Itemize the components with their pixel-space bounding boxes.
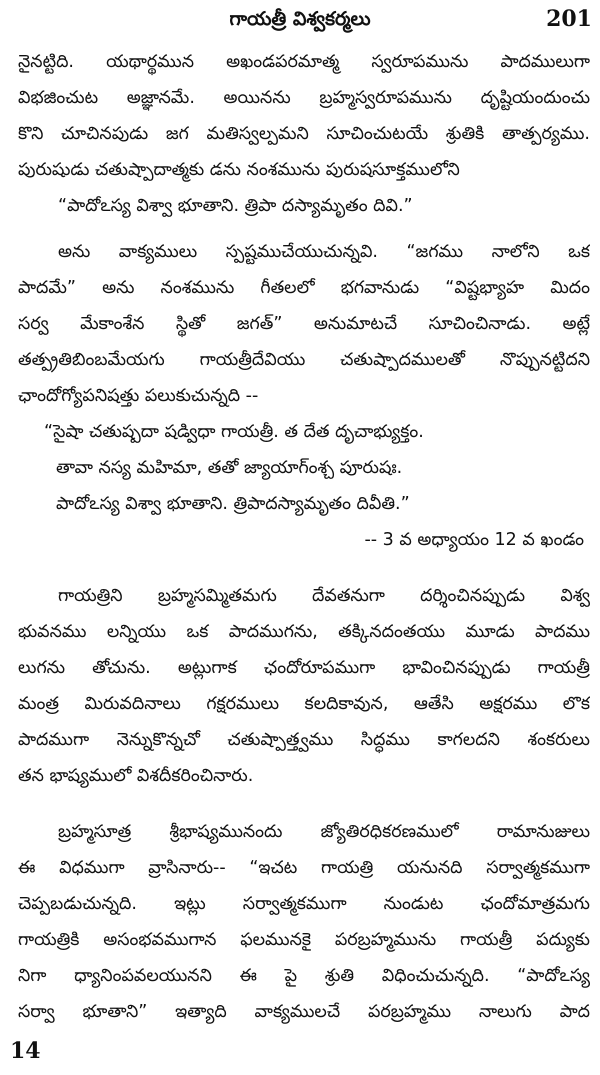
text-line: పాదమే” అను నంశమును గీతలలో భగవానుడు “విష్టభ్యాహ మిదం — [18, 278, 590, 298]
page-number: 201 — [546, 6, 592, 32]
text-line: పురుషుడు చతుష్పాదాత్మకు డను నంశమును పురుషసూక్తములోని — [18, 160, 460, 180]
verse-line: పాదోఽస్య విశ్వా భూతాని. త్రిపాదస్యామృతం దివీతి.” — [56, 494, 410, 514]
text-line: లుగను తోచును. అట్లుగాక ఛందోరూపముగా భావించినప్పుడు గాయత్రీ — [18, 658, 590, 678]
text-line: ఈ విధముగా వ్రాసినారు-- “ఇచట గాయత్రి యనునది సర్వాత్మకముగా — [18, 858, 590, 878]
verse-quotation — [18, 414, 590, 558]
text-line: చెప్పబడుచున్నది. ఇట్లు సర్వాత్మకముగా నుండుట ఛందోమాత్రమగు — [18, 894, 590, 914]
text-line: గాయత్రిని బ్రహ్మసమ్మితమగు దేవతనుగా దర్శించినప్పుడు విశ్వ — [58, 586, 590, 606]
text-line: విభజించుట అజ్ఞానమే. అయినను బ్రహ్మస్వరూపమును దృష్టియందుంచు — [18, 88, 590, 108]
text-line: అను వాక్యములు స్పష్టముచేయుచున్నవి. “జగము నాలోని ఒక — [58, 242, 590, 262]
source-reference: -- 3 వ అధ్యాయం 12 వ ఖండం — [364, 530, 584, 550]
body-text — [18, 44, 590, 1030]
text-line: నిగా ధ్యానింపవలయునని ఈ పై శ్రుతి విధించుచున్నది. “పాదోఽస్య — [18, 966, 590, 986]
paragraph — [18, 578, 590, 794]
text-line: తత్ప్రతిబింబమేయగు గాయత్రీదేవియు చతుష్పాదములతో నొప్పునట్టిదని — [18, 350, 590, 370]
verse-line: “సైషా చతుష్పదా షడ్విధా గాయత్రీ. త దేత దృచాభ్యుక్తం. — [44, 422, 424, 442]
text-line: పాదముగా నెన్నుకొన్నచో చతుష్పాత్త్వము సిద్ధము కాగలదని శంకరులు — [18, 730, 590, 750]
text-line: సర్వా భూతాని” ఇత్యాది వాక్యములచే పరబ్రహ్మము నాలుగు పాద — [18, 1002, 590, 1022]
paragraph — [18, 814, 590, 1030]
quotation — [18, 188, 590, 224]
text-line: మంత్ర మిరువదినాలు గక్షరములు కలదికావున, ఆతేసి అక్షరము లొక — [18, 694, 590, 714]
text-line: గాయత్రికి అసంభవముగాన ఫలమునకై పరబ్రహ్మమును గాయత్రీ పద్యుకు — [18, 930, 590, 950]
page-header — [0, 6, 600, 38]
text-line: సర్వ మేకాంశేన స్థితో జగత్” అనుమాటచే సూచించినాడు. అట్లే — [18, 314, 590, 334]
text-line: తన భాష్యములో విశదీకరించినారు. — [18, 766, 254, 786]
text-line: భువనము లన్నియు ఒక పాదముగను, తక్కినదంతయు మూడు పాదము — [18, 622, 590, 642]
paragraph — [18, 234, 590, 414]
quote-line: “పాదోఽస్య విశ్వా భూతాని. త్రిపా దస్యామృతం దివి.” — [58, 196, 413, 216]
folio-number: 14 — [10, 1038, 41, 1064]
paragraph — [18, 44, 590, 188]
text-line: కొని చూచినపుడు జగ మతిస్వల్పమని సూచించుటయే శ్రుతికి తాత్పర్యము. — [18, 124, 590, 144]
text-line: ఛాందోగ్యోపనిషత్తు పలుకుచున్నది -- — [18, 386, 259, 406]
text-line: బ్రహ్మసూత్ర శ్రీభాష్యమునందు జ్యోతిరధికరణములో రామానుజులు — [58, 822, 590, 842]
text-line: నైనట్టిది. యథార్థమున అఖండపరమాత్మ స్వరూపమును పాదములుగా — [18, 52, 590, 72]
running-title: గాయత్రీ విశ్వకర్మలు — [229, 8, 371, 30]
verse-line: తావా నస్య మహిమా, తతో జ్యాయాగ్ంశ్చ పూరుషః. — [56, 458, 403, 478]
